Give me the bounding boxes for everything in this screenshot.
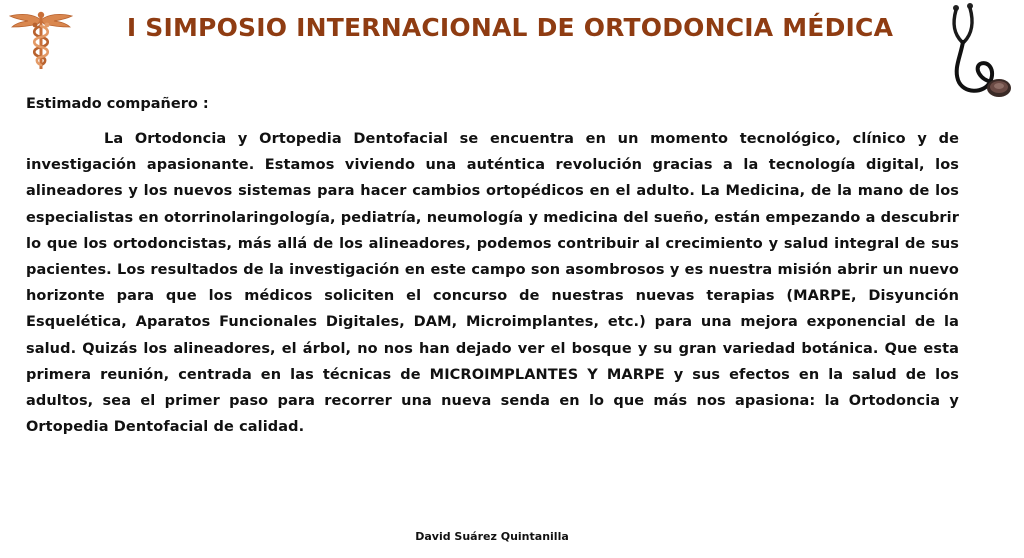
stethoscope-icon: [944, 2, 1014, 104]
signature: David Suárez Quintanilla: [415, 530, 569, 543]
page-title: I SIMPOSIO INTERNACIONAL DE ORTODONCIA MÉDICA: [126, 13, 894, 42]
caduceus-icon: [8, 8, 74, 72]
letter-body: La Ortodoncia y Ortopedia Dentofacial se encuentra en un momento tecnológico, clínico y de investigación apasionante. Estamos viviendo una auténtica revolución gracias a la tecnología digital, los alineadores y los nuevos sistemas para hacer cambios ortopédicos en el adulto. La Medicina, de la mano de los especialistas en otorrinolaringología, pediatría, neumología y medicina del sueño, están empezando a descubrir lo que los ortodoncistas, más allá de los alineadores, podemos contribuir al crecimiento y salud integral de sus pacientes. Los resultados de la investigación en este campo son asombrosos y es nuestra misión abrir un nuevo horizonte para que los médicos soliciten el concurso de nuestras nuevas terapias (MARPE, Disyunción Esquelética, Aparatos Funcionales Digitales, DAM, Microimplantes, etc.) para una mejora exponencial de la salud. Quizás los alineadores, el árbol, no nos han dejado ver el bosque y su gran variedad botánica. Que esta primera reunión, centrada en las técnicas de MICROIMPLANTES Y MARPE y sus efectos en la salud de los adultos, sea el primer paso para recorrer una nueva senda en lo que más nos apasiona: la Ortodoncia y Ortopedia Dentofacial de calidad.: [26, 131, 959, 436]
salutation: Estimado compañero :: [26, 96, 209, 112]
